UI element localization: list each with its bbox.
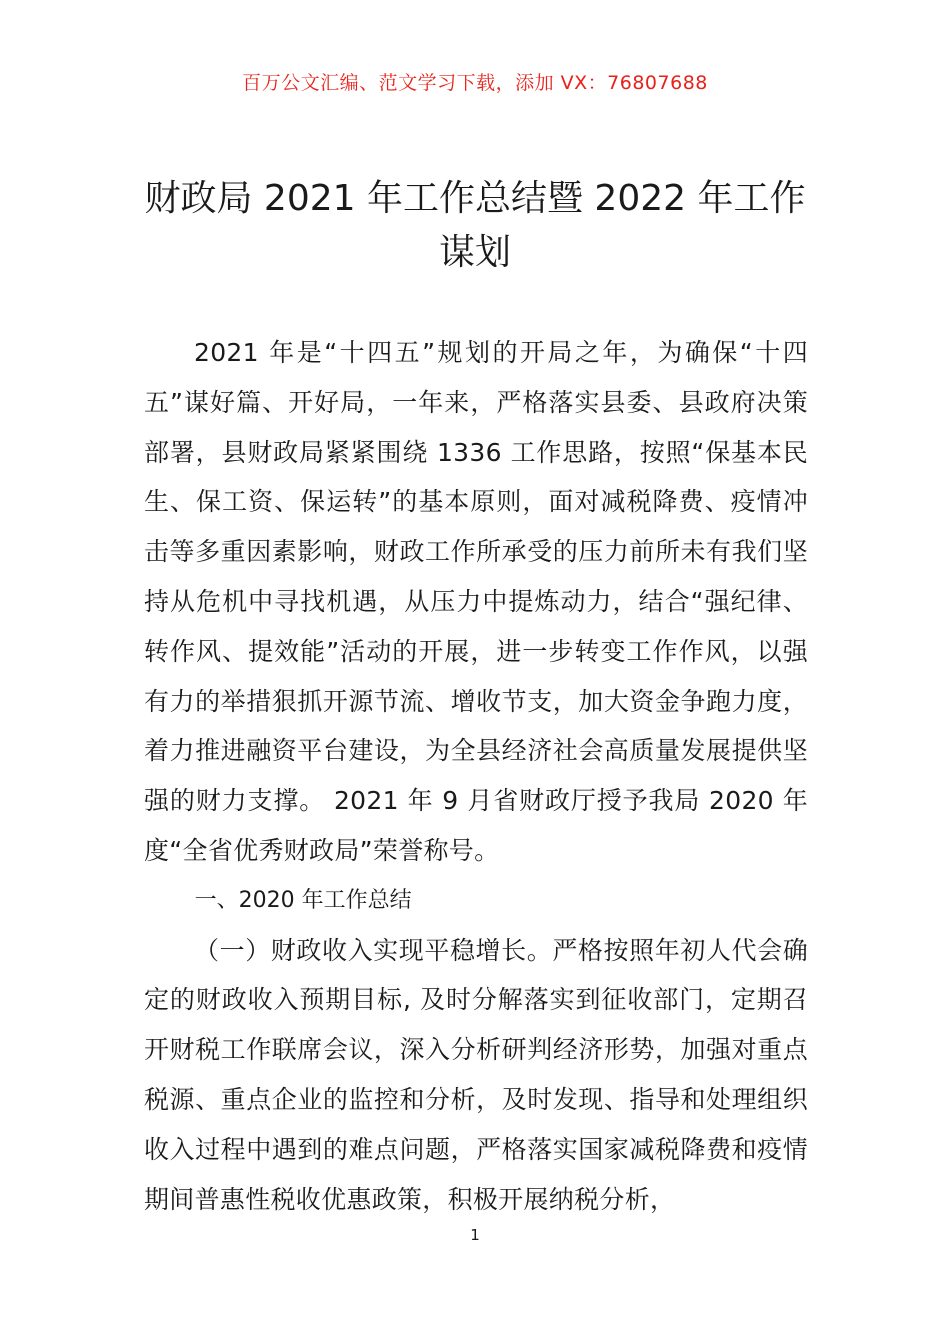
page-number: 1 — [470, 1226, 480, 1244]
section-heading: 一、2020 年工作总结 — [194, 887, 412, 913]
item-one-paragraph: （一）财政收入实现平稳增长。严格按照年初人代会确定的财政收入预期目标, 及时分解落实到征收部门，定期召开财税工作联席会议，深入分析研判经济形势，加强对重点税源、重点企业的监控和分析，及时发现、指导和处理组织收入过程中遇到的难点问题，严格落实国家减税降费和疫情期间普惠性税收优惠政策，积极开展纳税分析， — [144, 935, 808, 1214]
header-note: 百万公文汇编、范文学习下载，添加 VX：76807688 — [242, 72, 708, 94]
document-body — [144, 328, 808, 1224]
document-title: 财政局 2021 年工作总结暨 2022 年工作谋划 — [144, 178, 806, 273]
intro-paragraph: 2021 年是“十四五”规划的开局之年，为确保“十四五”谋好篇、开好局，一年来，严格落实县委、县政府决策部署，县财政局紧紧围绕 1336 工作思路，按照“保基本民生、保工资、保运转”的基本原则，面对减税降费、疫情冲击等多重因素影响，财政工作所承受的压力前所未有我们坚持从危机中寻找机遇，从压力中提炼动力，结合“强纪律、转作风、提效能”活动的开展，进一步转变工作作风，以强有力的举措狠抓开源节流、增收节支，加大资金争跑力度，着力推进融资平台建设，为全县经济社会高质量发展提供坚强的财力支撑。 2021 年 9 月省财政厅授予我局 2020 年度“全省优秀财政局”荣誉称号。 — [144, 338, 808, 865]
